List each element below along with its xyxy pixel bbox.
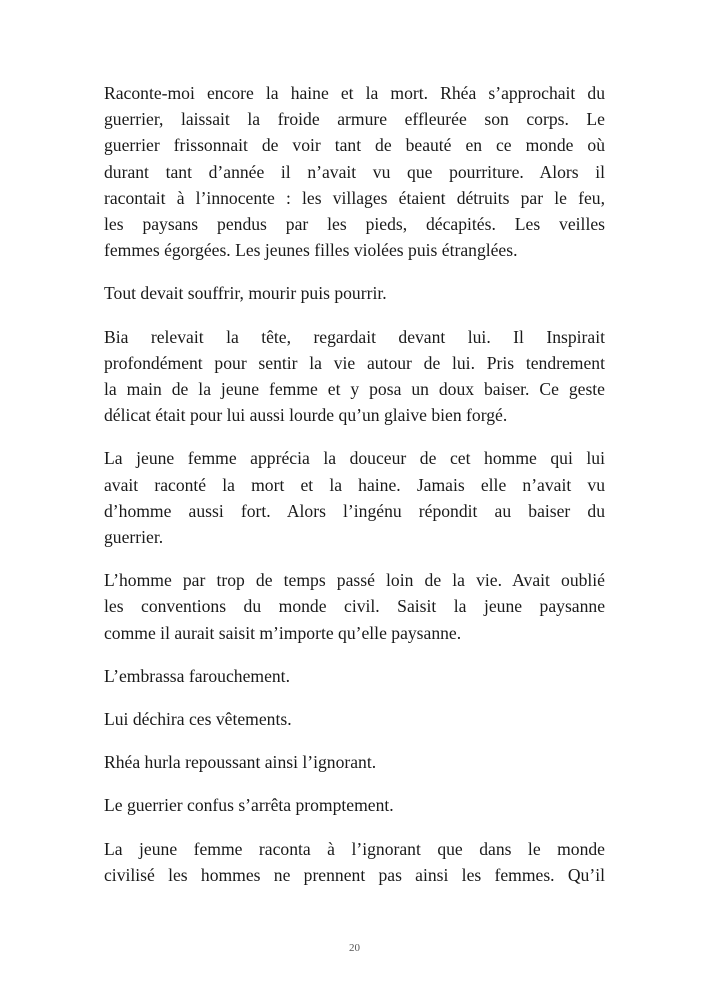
text-line: comme il aurait saisit m’importe qu’elle paysanne. bbox=[104, 622, 462, 643]
paragraph-3 bbox=[104, 324, 605, 429]
text-line: durant tant d’année il n’avait vu que pourriture. Alors il bbox=[104, 161, 605, 182]
text-line: Raconte-moi encore la haine et la mort. Rhéa s’approchait du bbox=[104, 83, 605, 103]
text-line: La jeune femme raconta à l’ignorant que dans le monde bbox=[104, 838, 605, 859]
paragraph-4 bbox=[104, 445, 605, 550]
text-line: guerrier frissonnait de voir tant de beauté en ce monde où bbox=[104, 135, 605, 156]
text-line: profondément pour sentir la vie autour de lui. Pris tendrement bbox=[104, 352, 605, 373]
text-line: Lui déchira ces vêtements. bbox=[104, 709, 292, 730]
text-line: La jeune femme apprécia la douceur de cet homme qui lui bbox=[104, 448, 605, 469]
text-line: guerrier. bbox=[104, 527, 164, 548]
paragraph-6 bbox=[104, 663, 605, 689]
text-line: guerrier, laissait la froide armure effleurée son corps. Le bbox=[104, 109, 605, 130]
paragraph-5 bbox=[104, 567, 605, 646]
text-line: avait raconté la mort et la haine. Jamais elle n’avait vu bbox=[104, 474, 605, 495]
text-line: civilisé les hommes ne prennent pas ainsi les femmes. Qu’il bbox=[104, 864, 605, 885]
text-line: Le guerrier confus s’arrêta promptement. bbox=[104, 795, 394, 816]
document-body bbox=[104, 80, 605, 905]
text-line: délicat était pour lui aussi lourde qu’un glaive bien forgé. bbox=[104, 405, 508, 426]
text-line: racontait à l’innocente : les villages étaient détruits par le feu, bbox=[104, 187, 605, 208]
text-line: les conventions du monde civil. Saisit la jeune paysanne bbox=[104, 596, 605, 617]
text-line: femmes égorgées. Les jeunes filles violées puis étranglées. bbox=[104, 240, 518, 261]
text-line: Bia relevait la tête, regardait devant lui. Il Inspirait bbox=[104, 326, 605, 347]
text-line: d’homme aussi fort. Alors l’ingénu répondit au baiser du bbox=[104, 500, 605, 521]
text-line: les paysans pendus par les pieds, décapités. Les veilles bbox=[104, 214, 605, 235]
paragraph-9 bbox=[104, 792, 605, 818]
text-line: L’embrassa farouchement. bbox=[104, 665, 290, 686]
paragraph-8 bbox=[104, 749, 605, 775]
text-line: Tout devait souffrir, mourir puis pourrir. bbox=[104, 283, 387, 304]
text-line: la main de la jeune femme et y posa un doux baiser. Ce geste bbox=[104, 379, 605, 400]
text-line: Rhéa hurla repoussant ainsi l’ignorant. bbox=[104, 752, 377, 773]
paragraph-7 bbox=[104, 706, 605, 732]
text-line: L’homme par trop de temps passé loin de la vie. Avait oublié bbox=[104, 570, 605, 591]
paragraph-2 bbox=[104, 280, 605, 306]
page-number: 20 bbox=[349, 942, 360, 954]
paragraph-10 bbox=[104, 836, 605, 888]
paragraph-1 bbox=[104, 80, 605, 263]
